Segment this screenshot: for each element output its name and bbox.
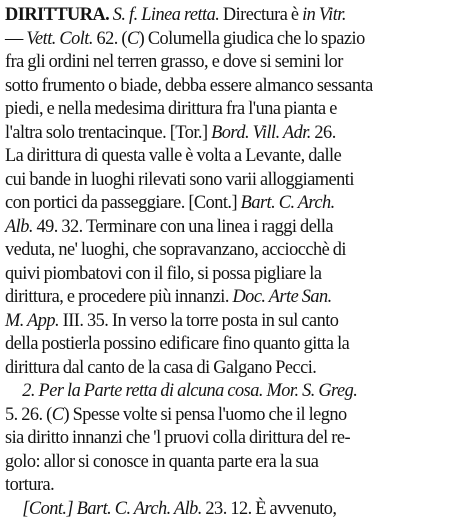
text-line	[5, 450, 452, 474]
text-line	[5, 473, 452, 497]
text-line	[5, 356, 452, 380]
text-segment: l'altra solo trentacinque. [Tor.]	[5, 122, 211, 143]
text-line	[5, 238, 452, 262]
text-segment: veduta, ne' luoghi, che sopravanzano, acciocchè di	[5, 239, 346, 260]
text-segment: Directura è	[219, 4, 302, 25]
text-segment: 26.	[311, 122, 336, 143]
text-segment: Bart. C. Arch. Alb.	[77, 498, 202, 519]
text-line	[5, 332, 452, 356]
text-line	[5, 191, 452, 215]
text-line	[5, 121, 452, 145]
text-segment: C	[52, 404, 64, 425]
dictionary-entry	[5, 3, 452, 520]
text-line	[5, 285, 452, 309]
text-segment: S. f. Linea retta.	[109, 4, 219, 25]
text-segment: quivi piombatovi con il filo, si possa pigliare la	[5, 263, 321, 284]
text-segment: cui bande in luoghi rilevati sono varii alloggiamenti	[5, 169, 354, 190]
text-segment: ) Columella giudica che lo spazio	[139, 28, 365, 49]
text-segment: in Vitr.	[302, 4, 346, 25]
text-segment: sotto frumento o biade, debba essere almanco sessanta	[5, 75, 373, 96]
text-segment: dirittura dal canto de la casa di Galgano Pecci.	[5, 357, 316, 378]
text-segment: 23. 12. È avvenuto,	[202, 498, 337, 519]
text-segment: fra gli ordini nel terren grasso, e dove si semini lor	[5, 51, 343, 72]
text-line	[5, 426, 452, 450]
text-segment: Per la Parte retta di alcuna cosa. Mor. S. Greg.	[39, 380, 358, 401]
text-segment: piedi, e nella medesima dirittura fra l'una pianta e	[5, 98, 337, 119]
text-line	[5, 3, 452, 27]
text-line	[5, 497, 452, 520]
text-segment: —	[5, 28, 26, 49]
text-segment: Vett. Colt.	[26, 28, 93, 49]
text-segment: 2.	[5, 380, 39, 401]
text-segment: Doc. Arte San.	[232, 286, 331, 307]
text-segment: della postierla possino edificare fino quanto gitta la	[5, 333, 349, 354]
text-line	[5, 309, 452, 333]
text-line	[5, 403, 452, 427]
text-segment: tortura.	[5, 474, 54, 495]
text-line	[5, 50, 452, 74]
text-segment: [Cont.]	[5, 498, 77, 519]
text-line	[5, 215, 452, 239]
text-segment: golo: allor si conosce in quanta parte era la sua	[5, 451, 318, 472]
text-segment: C	[127, 28, 139, 49]
text-segment: 49. 32. Terminare con una linea i raggi della	[33, 216, 333, 237]
text-line	[5, 97, 452, 121]
text-segment: Bart. C. Arch.	[241, 192, 335, 213]
headword: DIRITTURA.	[5, 4, 109, 25]
text-line	[5, 144, 452, 168]
text-line	[5, 379, 452, 403]
text-segment: 5. 26. (	[5, 404, 52, 425]
text-line	[5, 262, 452, 286]
text-segment: M. App.	[5, 310, 59, 331]
text-segment: con portici da passeggiare. [Cont.]	[5, 192, 241, 213]
text-segment: 62. (	[93, 28, 127, 49]
text-segment: Bord. Vill. Adr.	[211, 122, 311, 143]
text-segment: III. 35. In verso la torre posta in sul canto	[59, 310, 338, 331]
text-segment: sia diritto innanzi che 'l pruovi colla dirittura del re-	[5, 427, 350, 448]
text-segment: Alb.	[5, 216, 33, 237]
text-segment: La dirittura di questa valle è volta a Levante, dalle	[5, 145, 341, 166]
text-line	[5, 74, 452, 98]
text-segment: ) Spesse volte si pensa l'uomo che il legno	[63, 404, 346, 425]
text-line	[5, 27, 452, 51]
text-line	[5, 168, 452, 192]
text-segment: dirittura, e procedere più innanzi.	[5, 286, 232, 307]
